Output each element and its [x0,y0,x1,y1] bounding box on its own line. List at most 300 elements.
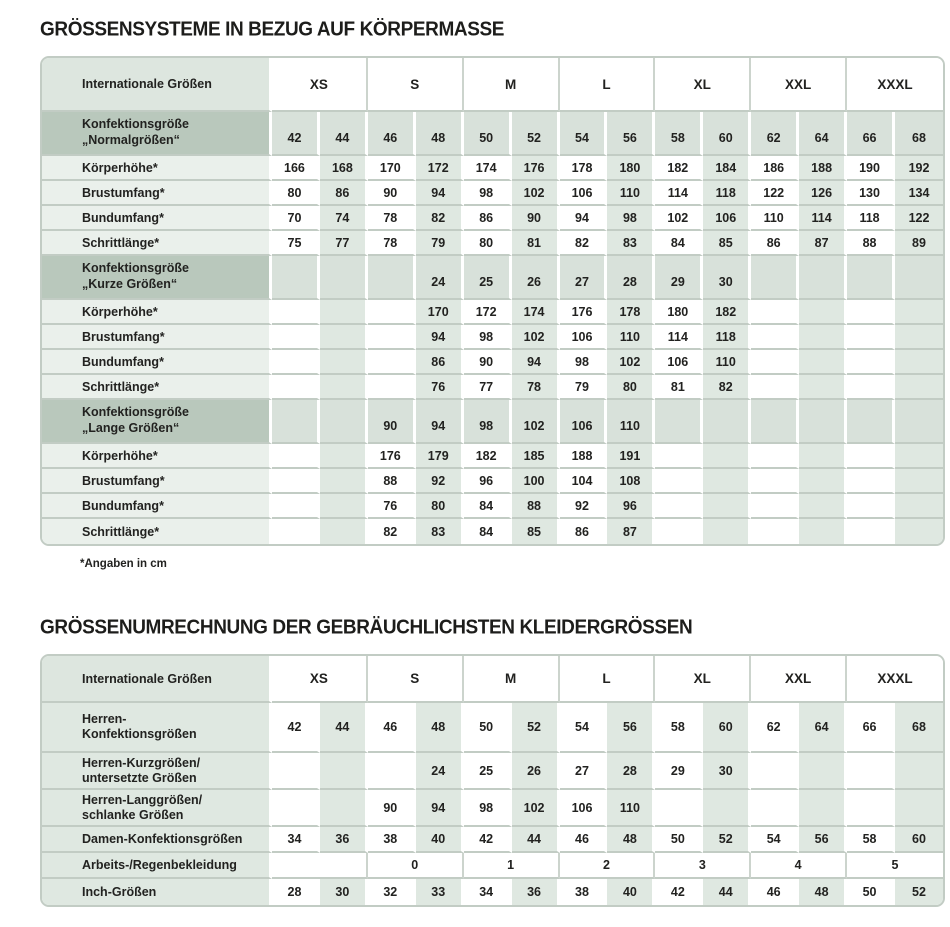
value-cell: 40 [607,879,655,905]
value-cell: 170 [416,300,464,325]
intl-size-xl: XL [655,656,751,703]
value-cell [368,350,416,375]
value-cell: 30 [703,753,751,790]
size-cell: 48 [416,112,464,156]
table-row [42,375,943,400]
value-cell: 33 [416,879,464,905]
value-cell [895,325,943,350]
value-cell [320,790,368,827]
value-cell: 70 [272,206,320,231]
value-cell: 38 [560,879,608,905]
value-span-cell: 4 [751,853,847,879]
value-cell: 78 [368,206,416,231]
intl-sizes-header-row [42,656,943,703]
size-cell: 28 [607,256,655,300]
value-cell: 68 [895,703,943,753]
value-cell: 28 [272,879,320,905]
value-cell [272,375,320,400]
value-cell: 64 [799,703,847,753]
intl-sizes-label: Internationale Größen [42,58,272,112]
value-cell: 50 [655,827,703,853]
value-cell: 184 [703,156,751,181]
value-cell: 94 [512,350,560,375]
value-cell [272,300,320,325]
label-line: „Normalgrößen“ [82,133,180,147]
value-cell: 104 [560,469,608,494]
label-line: Konfektionsgröße [82,117,189,132]
value-cell: 90 [368,790,416,827]
value-cell [272,444,320,469]
value-cell: 36 [320,827,368,853]
table-row [42,519,943,544]
value-cell [320,469,368,494]
value-cell: 180 [607,156,655,181]
table-row [42,853,943,879]
value-cell: 85 [703,231,751,256]
value-cell: 24 [416,753,464,790]
section-label [42,400,272,444]
value-cell: 84 [464,494,512,519]
size-cell [895,400,943,444]
label-line: Konfektionsgrößen [82,727,197,741]
value-cell: 106 [560,325,608,350]
table-row [42,703,943,753]
value-cell: 114 [799,206,847,231]
value-cell [320,753,368,790]
size-cell: 44 [320,112,368,156]
value-cell [272,519,320,544]
value-cell: 106 [703,206,751,231]
value-cell: 80 [607,375,655,400]
value-cell: 85 [512,519,560,544]
value-cell [703,444,751,469]
size-cell [847,256,895,300]
value-cell: 188 [799,156,847,181]
label-line: „Lange Größen“ [82,421,180,435]
size-cell: 66 [847,112,895,156]
value-cell: 48 [607,827,655,853]
value-cell [320,494,368,519]
value-cell: 176 [368,444,416,469]
label-line: schlanke Größen [82,807,184,822]
value-cell: 90 [368,181,416,206]
value-cell [272,753,320,790]
row-label: Schrittlänge* [42,231,272,256]
value-cell: 83 [416,519,464,544]
value-cell: 166 [272,156,320,181]
value-cell: 75 [272,231,320,256]
value-cell [847,494,895,519]
value-cell: 182 [703,300,751,325]
value-cell: 36 [512,879,560,905]
size-cell: 42 [272,112,320,156]
umrechnung-table [42,656,943,905]
value-cell: 102 [512,325,560,350]
value-cell [847,300,895,325]
row-label: Brustumfang* [42,325,272,350]
size-cell [751,400,799,444]
koerpermasse-table [42,58,943,544]
label-line: Herren-Kurzgrößen/ [82,755,201,770]
value-cell: 26 [512,753,560,790]
row-label: Körperhöhe* [42,444,272,469]
intl-size-xxl: XXL [751,656,847,703]
value-cell: 102 [512,790,560,827]
value-cell [847,325,895,350]
value-cell: 106 [655,350,703,375]
value-cell: 82 [703,375,751,400]
label-line: Konfektionsgröße [82,405,189,420]
value-cell: 172 [464,300,512,325]
value-cell: 78 [368,231,416,256]
footnote-angaben-in-cm: *Angaben in cm [80,558,167,570]
value-cell [751,350,799,375]
value-cell: 114 [655,325,703,350]
value-cell: 82 [368,519,416,544]
value-cell: 76 [416,375,464,400]
value-cell [368,375,416,400]
value-cell: 56 [607,703,655,753]
size-cell: 30 [703,256,751,300]
value-cell: 174 [464,156,512,181]
size-cell: 27 [560,256,608,300]
size-cell: 102 [512,400,560,444]
value-cell: 98 [560,350,608,375]
value-cell [655,519,703,544]
value-cell [655,469,703,494]
size-cell [847,400,895,444]
value-cell [320,325,368,350]
size-cell [320,400,368,444]
value-span-cell: 1 [464,853,560,879]
intl-size-xs: XS [272,58,368,112]
size-cell: 25 [464,256,512,300]
table-row [42,827,943,853]
table-row [42,494,943,519]
value-cell: 94 [560,206,608,231]
value-cell [751,444,799,469]
value-cell: 188 [560,444,608,469]
size-cell: 50 [464,112,512,156]
value-cell [751,494,799,519]
value-cell [751,519,799,544]
size-cell: 52 [512,112,560,156]
value-cell: 74 [320,206,368,231]
value-cell [751,790,799,827]
value-cell: 86 [464,206,512,231]
value-cell: 110 [607,325,655,350]
value-cell: 88 [512,494,560,519]
value-cell: 56 [799,827,847,853]
value-cell: 80 [416,494,464,519]
table-row [42,206,943,231]
value-cell [847,790,895,827]
value-cell [799,790,847,827]
value-cell: 102 [655,206,703,231]
value-cell: 110 [607,790,655,827]
value-cell [751,469,799,494]
value-cell [320,444,368,469]
value-cell: 170 [368,156,416,181]
value-cell [272,469,320,494]
value-cell [799,325,847,350]
value-cell: 40 [416,827,464,853]
size-cell [799,400,847,444]
value-cell: 98 [607,206,655,231]
value-cell: 34 [464,879,512,905]
value-cell [703,469,751,494]
value-cell: 58 [655,703,703,753]
row-label [42,753,272,790]
table-row [42,325,943,350]
value-cell [847,350,895,375]
value-cell [799,350,847,375]
table-row [42,181,943,206]
value-cell: 86 [751,231,799,256]
value-cell [799,375,847,400]
value-cell: 94 [416,325,464,350]
row-label: Bundumfang* [42,350,272,375]
size-cell: 110 [607,400,655,444]
value-cell: 118 [703,325,751,350]
row-label: Bundumfang* [42,494,272,519]
value-cell: 48 [799,879,847,905]
value-cell: 126 [799,181,847,206]
value-cell: 46 [751,879,799,905]
value-cell: 98 [464,181,512,206]
value-cell [895,444,943,469]
value-cell: 102 [607,350,655,375]
intl-size-xxl: XXL [751,58,847,112]
value-cell: 44 [320,703,368,753]
value-cell: 62 [751,703,799,753]
value-cell: 78 [512,375,560,400]
value-cell: 27 [560,753,608,790]
value-cell [895,350,943,375]
value-cell: 168 [320,156,368,181]
value-cell: 25 [464,753,512,790]
value-cell: 82 [416,206,464,231]
value-cell: 118 [703,181,751,206]
value-cell: 110 [703,350,751,375]
value-cell: 96 [464,469,512,494]
value-cell [703,494,751,519]
value-cell: 83 [607,231,655,256]
label-line: untersetzte Größen [82,770,197,785]
intl-size-m: M [464,656,560,703]
value-cell: 176 [512,156,560,181]
value-cell: 86 [560,519,608,544]
intl-size-l: L [560,656,656,703]
value-cell: 96 [607,494,655,519]
value-cell: 176 [560,300,608,325]
value-cell: 122 [751,181,799,206]
value-cell: 44 [703,879,751,905]
row-label [42,790,272,827]
value-cell: 94 [416,181,464,206]
value-cell: 98 [464,790,512,827]
value-cell: 42 [464,827,512,853]
value-cell: 110 [751,206,799,231]
label-line: Herren- [82,712,127,726]
value-cell [751,300,799,325]
intl-size-xxxl: XXXL [847,656,943,703]
value-cell: 46 [560,827,608,853]
value-cell [272,790,320,827]
value-cell: 38 [368,827,416,853]
value-cell: 180 [655,300,703,325]
value-cell: 54 [751,827,799,853]
table-row [42,231,943,256]
value-cell [895,519,943,544]
value-cell [895,375,943,400]
table-row [42,753,943,790]
value-cell: 81 [512,231,560,256]
value-cell: 50 [847,879,895,905]
value-cell [799,300,847,325]
value-span-cell: 3 [655,853,751,879]
row-label: Schrittlänge* [42,519,272,544]
value-cell: 84 [655,231,703,256]
value-cell [320,300,368,325]
row-label: Brustumfang* [42,181,272,206]
value-cell: 30 [320,879,368,905]
table-row [42,790,943,827]
row-label: Bundumfang* [42,206,272,231]
value-cell [320,375,368,400]
label-line: Inch-Größen [82,884,157,899]
value-cell: 94 [416,790,464,827]
row-label: Körperhöhe* [42,300,272,325]
value-cell: 178 [560,156,608,181]
value-cell: 118 [847,206,895,231]
row-label: Schrittlänge* [42,375,272,400]
section-header-row [42,400,943,444]
label-line: Konfektionsgröße [82,261,189,276]
value-cell: 89 [895,231,943,256]
size-cell [272,400,320,444]
size-cell [895,256,943,300]
intl-size-s: S [368,656,464,703]
size-cell: 106 [560,400,608,444]
value-cell: 98 [464,325,512,350]
row-label [42,853,272,879]
size-cell: 58 [655,112,703,156]
value-cell: 110 [607,181,655,206]
size-cell: 29 [655,256,703,300]
value-span-cell: 2 [560,853,656,879]
value-cell: 80 [272,181,320,206]
value-cell [751,325,799,350]
size-cell: 60 [703,112,751,156]
value-cell: 42 [272,703,320,753]
size-cell [272,256,320,300]
value-cell: 86 [320,181,368,206]
value-cell: 100 [512,469,560,494]
intl-size-s: S [368,58,464,112]
value-cell: 77 [464,375,512,400]
intl-sizes-header-row [42,58,943,112]
value-cell [847,753,895,790]
table-row [42,444,943,469]
label-line: Damen-Konfektionsgrößen [82,831,243,846]
value-cell: 66 [847,703,895,753]
value-cell: 52 [895,879,943,905]
value-cell [655,444,703,469]
value-cell [751,375,799,400]
value-span-cell: 5 [847,853,943,879]
value-cell [368,300,416,325]
size-cell: 46 [368,112,416,156]
value-cell: 92 [560,494,608,519]
value-cell: 92 [416,469,464,494]
size-cell: 68 [895,112,943,156]
section-header-row [42,112,943,156]
value-cell [703,790,751,827]
value-cell: 82 [560,231,608,256]
value-cell: 190 [847,156,895,181]
size-cell: 94 [416,400,464,444]
value-cell: 42 [655,879,703,905]
value-cell: 122 [895,206,943,231]
value-cell [847,469,895,494]
value-cell: 54 [560,703,608,753]
value-cell [320,350,368,375]
label-line: Herren-Langgrößen/ [82,792,203,807]
value-cell: 88 [368,469,416,494]
table1-title: GRÖSSENSYSTEME IN BEZUG AUF KÖRPERMASSE [40,18,505,41]
value-cell [847,375,895,400]
value-cell: 79 [560,375,608,400]
size-cell: 54 [560,112,608,156]
value-cell: 172 [416,156,464,181]
value-cell [895,494,943,519]
value-cell: 90 [512,206,560,231]
value-cell [895,469,943,494]
umrechnung-table-wrap [40,654,945,907]
value-cell: 191 [607,444,655,469]
value-cell [799,753,847,790]
size-cell [703,400,751,444]
value-cell [847,519,895,544]
value-span-cell [272,853,368,879]
value-cell: 87 [607,519,655,544]
size-cell: 64 [799,112,847,156]
value-cell: 106 [560,181,608,206]
value-cell: 179 [416,444,464,469]
value-cell [655,790,703,827]
intl-size-xxxl: XXXL [847,58,943,112]
section-header-row [42,256,943,300]
label-line: Arbeits-/Regenbekleidung [82,857,237,872]
value-cell [703,519,751,544]
value-cell [799,444,847,469]
row-label: Körperhöhe* [42,156,272,181]
value-cell: 87 [799,231,847,256]
value-cell: 58 [847,827,895,853]
value-cell: 29 [655,753,703,790]
value-cell [799,519,847,544]
value-cell: 178 [607,300,655,325]
size-cell [799,256,847,300]
intl-size-m: M [464,58,560,112]
koerpermasse-table-wrap [40,56,945,546]
value-cell: 102 [512,181,560,206]
value-cell [272,325,320,350]
value-cell [895,300,943,325]
value-cell [751,753,799,790]
intl-size-xl: XL [655,58,751,112]
